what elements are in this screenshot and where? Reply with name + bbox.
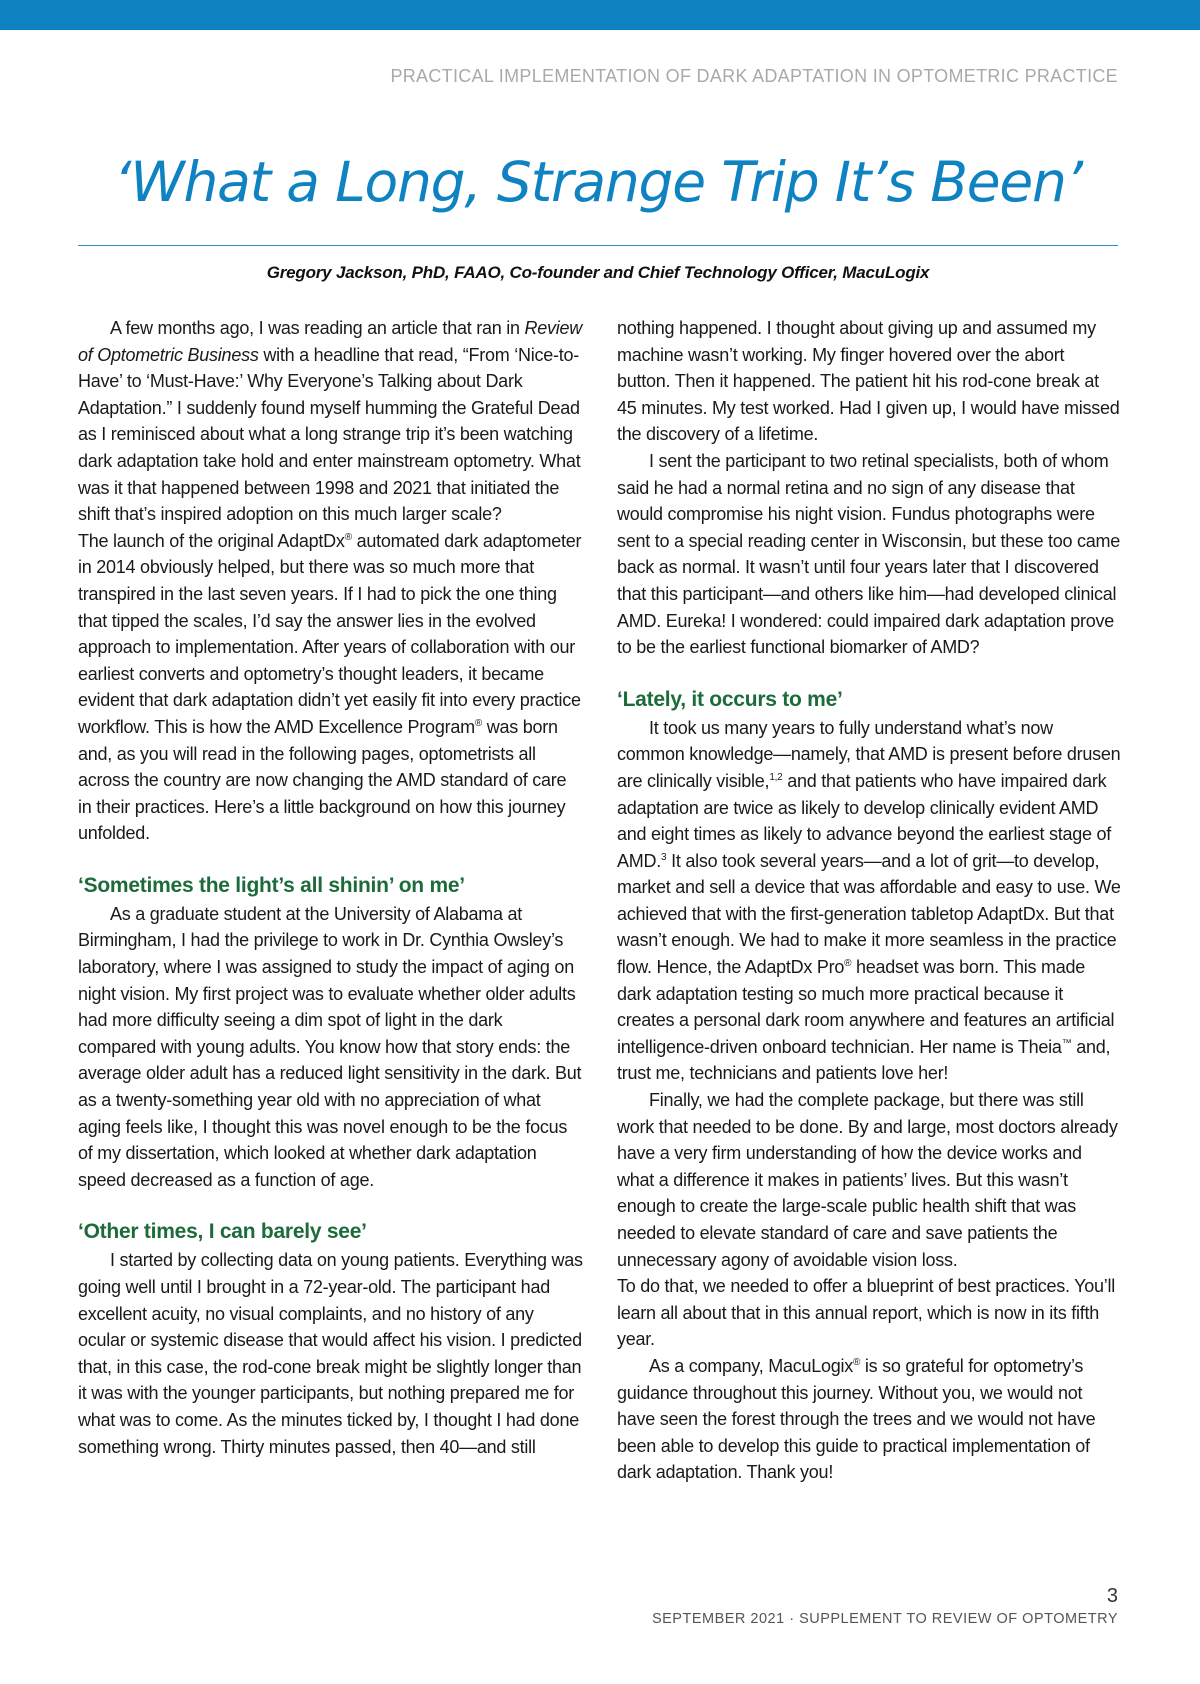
section2-paragraph-2: I sent the participant to two retinal specialists, both of whom said he had a normal retina and no sign of any disease that would compromise his night vision. Fundus photographs were sent to a special reading center in Wisconsin, but these too came back as normal. It wasn’t until four years later that I discovered that this participant—and others like him—had developed clinical AMD. Eureka! I wondered: could impaired dark adaptation prove to be the earliest functional biomarker of AMD? [617, 450, 1121, 658]
registered-mark: ® [853, 1356, 861, 1368]
running-head: PRACTICAL IMPLEMENTATION OF DARK ADAPTATION IN OPTOMETRIC PRACTICE [390, 66, 1118, 86]
author-byline: Gregory Jackson, PhD, FAAO, Co-founder and Chief Technology Officer, MacuLogix [266, 263, 930, 282]
page-number: 3 [1106, 1585, 1118, 1607]
trademark-mark: ™ [1061, 1037, 1072, 1049]
top-color-bar [0, 0, 1200, 30]
section2-paragraph-1: I started by collecting data on young patients. Everything was going well until I brought in a 72-year-old. The participant had excellent acuity, no visual complaints, and no history of any ocular or systemic disease that would affect his vision. I predicted that, in this case, the rod-cone break might be slightly longer than it was with the younger participants, but nothing prepared me for what was to come. As the minutes ticked by, I thought I had done something wrong. Thirty minutes passed, then 40—and still [78, 1250, 583, 1457]
publication-name: Review of Optometric Business [78, 318, 583, 365]
section3-paragraph-1: It took us many years to fully understand what’s now common knowledge—namely, that AMD is present before drusen are clinically visible,$^{1,2}$ and that patients who have impaired dark adaptation are twice as likely to develop clinically evident AMD and eight times as likely to advance beyond the earliest stage of AMD.$^3$ It also took several years—and a lot of grit—to develop, market and sell a device that was affordable and easy to use. We achieved that with the first-generation tabletop AdaptDx. But that wasn’t enough. We had to make it more seamless in the practice flow. Hence, the AdaptDx Pro® headset was born. This made dark adaptation testing so much more practical because it creates a personal dark room anywhere and features an artificial intelligence-driven onboard technician. Her name is Theia™ and, trust me, technicians and patients love her! [617, 717, 1121, 1084]
section1-paragraph-1: As a graduate student at the University of Alabama at Birmingham, I had the privilege to work in Dr. Cynthia Owsley’s laboratory, where I was assigned to study the impact of aging on night vision. My first project was to evaluate whether older adults had more difficulty seeing a dim spot of light in the dark compared with young adults. You know how that story ends: the average older adult has a reduced light sensitivity in the dark. But as a twenty-something year old with no appreciation of what aging feels like, I thought this was novel enough to be the focus of my dissertation, which looked at whether dark adaptation speed decreased as a function of age. [78, 903, 582, 1190]
section3-paragraph-2: Finally, we had the complete package, but there was still work that needed to be done. By and large, most doctors already have a very firm understanding of how the device works and what a difference it makes in patients’ lives. But this wasn’t enough to create the large-scale public health shift that was needed to elevate standard of care and save patients the unnecessary agony of avoidable vision loss. [617, 1090, 1118, 1270]
page-footer: SEPTEMBER 2021 · SUPPLEMENT TO REVIEW OF OPTOMETRY [651, 1611, 1118, 1627]
section3-paragraph-4: As a company, MacuLogix® is so grateful for optometry’s guidance throughout this journey. Without you, we would not have seen the forest through the trees and we would not have been able to develop this guide to practical implementation of dark adaptation. Thank you! [617, 1355, 1096, 1483]
citation-ref: 1,2 [769, 771, 783, 783]
section3-paragraph-3: To do that, we needed to offer a blueprint of best practices. You’ll learn all about that in this annual report, which is now in its fifth year. [617, 1276, 1116, 1350]
intro-paragraph-1: A few months ago, I was reading an article that ran in Review of Optometric Business with a headline that read, “From ‘Nice-to-Have’ to ‘Must-Have:’ Why Everyone’s Talking about Dark Adaptation.” I suddenly found myself humming the Grateful Dead as I reminisced about what a long strange trip it’s been watching dark adaptation take hold and enter mainstream optometry. What was it that happened between 1998 and 2021 that initiated the shift that’s inspired adoption on this much larger scale? [78, 318, 583, 525]
article-title: ‘What a Long, Strange Trip It’s Been’ [114, 150, 1082, 214]
registered-mark: ® [474, 717, 482, 729]
right-column [617, 315, 1122, 1486]
intro-paragraph-2: The launch of the original AdaptDx® automated dark adaptometer in 2014 obviously helped, but there was so much more that transpired in the last seven years. If I had to pick the one thing that tipped the scales, I’d say the answer lies in the evolved approach to implementation. After years of collaboration with our earliest converts and optometry’s thought leaders, it became evident that dark adaptation didn’t yet easily fit into every practice workflow. This is how the AMD Excellence Program® was born and, as you will read in the following pages, optometrists all across the country are now changing the AMD standard of care in their practices. Here’s a little background on how this journey unfolded. [78, 530, 582, 844]
section-heading-1: ‘Sometimes the light’s all shinin’ on me’ [78, 873, 465, 897]
section-heading-2: ‘Other times, I can barely see’ [78, 1220, 367, 1244]
citation-ref: 3 [661, 851, 667, 863]
section2-paragraph-1-continued: nothing happened. I thought about giving up and assumed my machine wasn’t working. My finger hovered over the abort button. Then it happened. The patient hit his rod-cone break at 45 minutes. My test worked. Had I given up, I would have missed the discovery of a lifetime. [617, 318, 1120, 445]
section-heading-3: ‘Lately, it occurs to me’ [617, 687, 843, 711]
title-divider [78, 245, 1118, 246]
registered-mark: ® [344, 531, 352, 543]
registered-mark: ® [844, 958, 852, 970]
left-column [78, 315, 583, 1460]
